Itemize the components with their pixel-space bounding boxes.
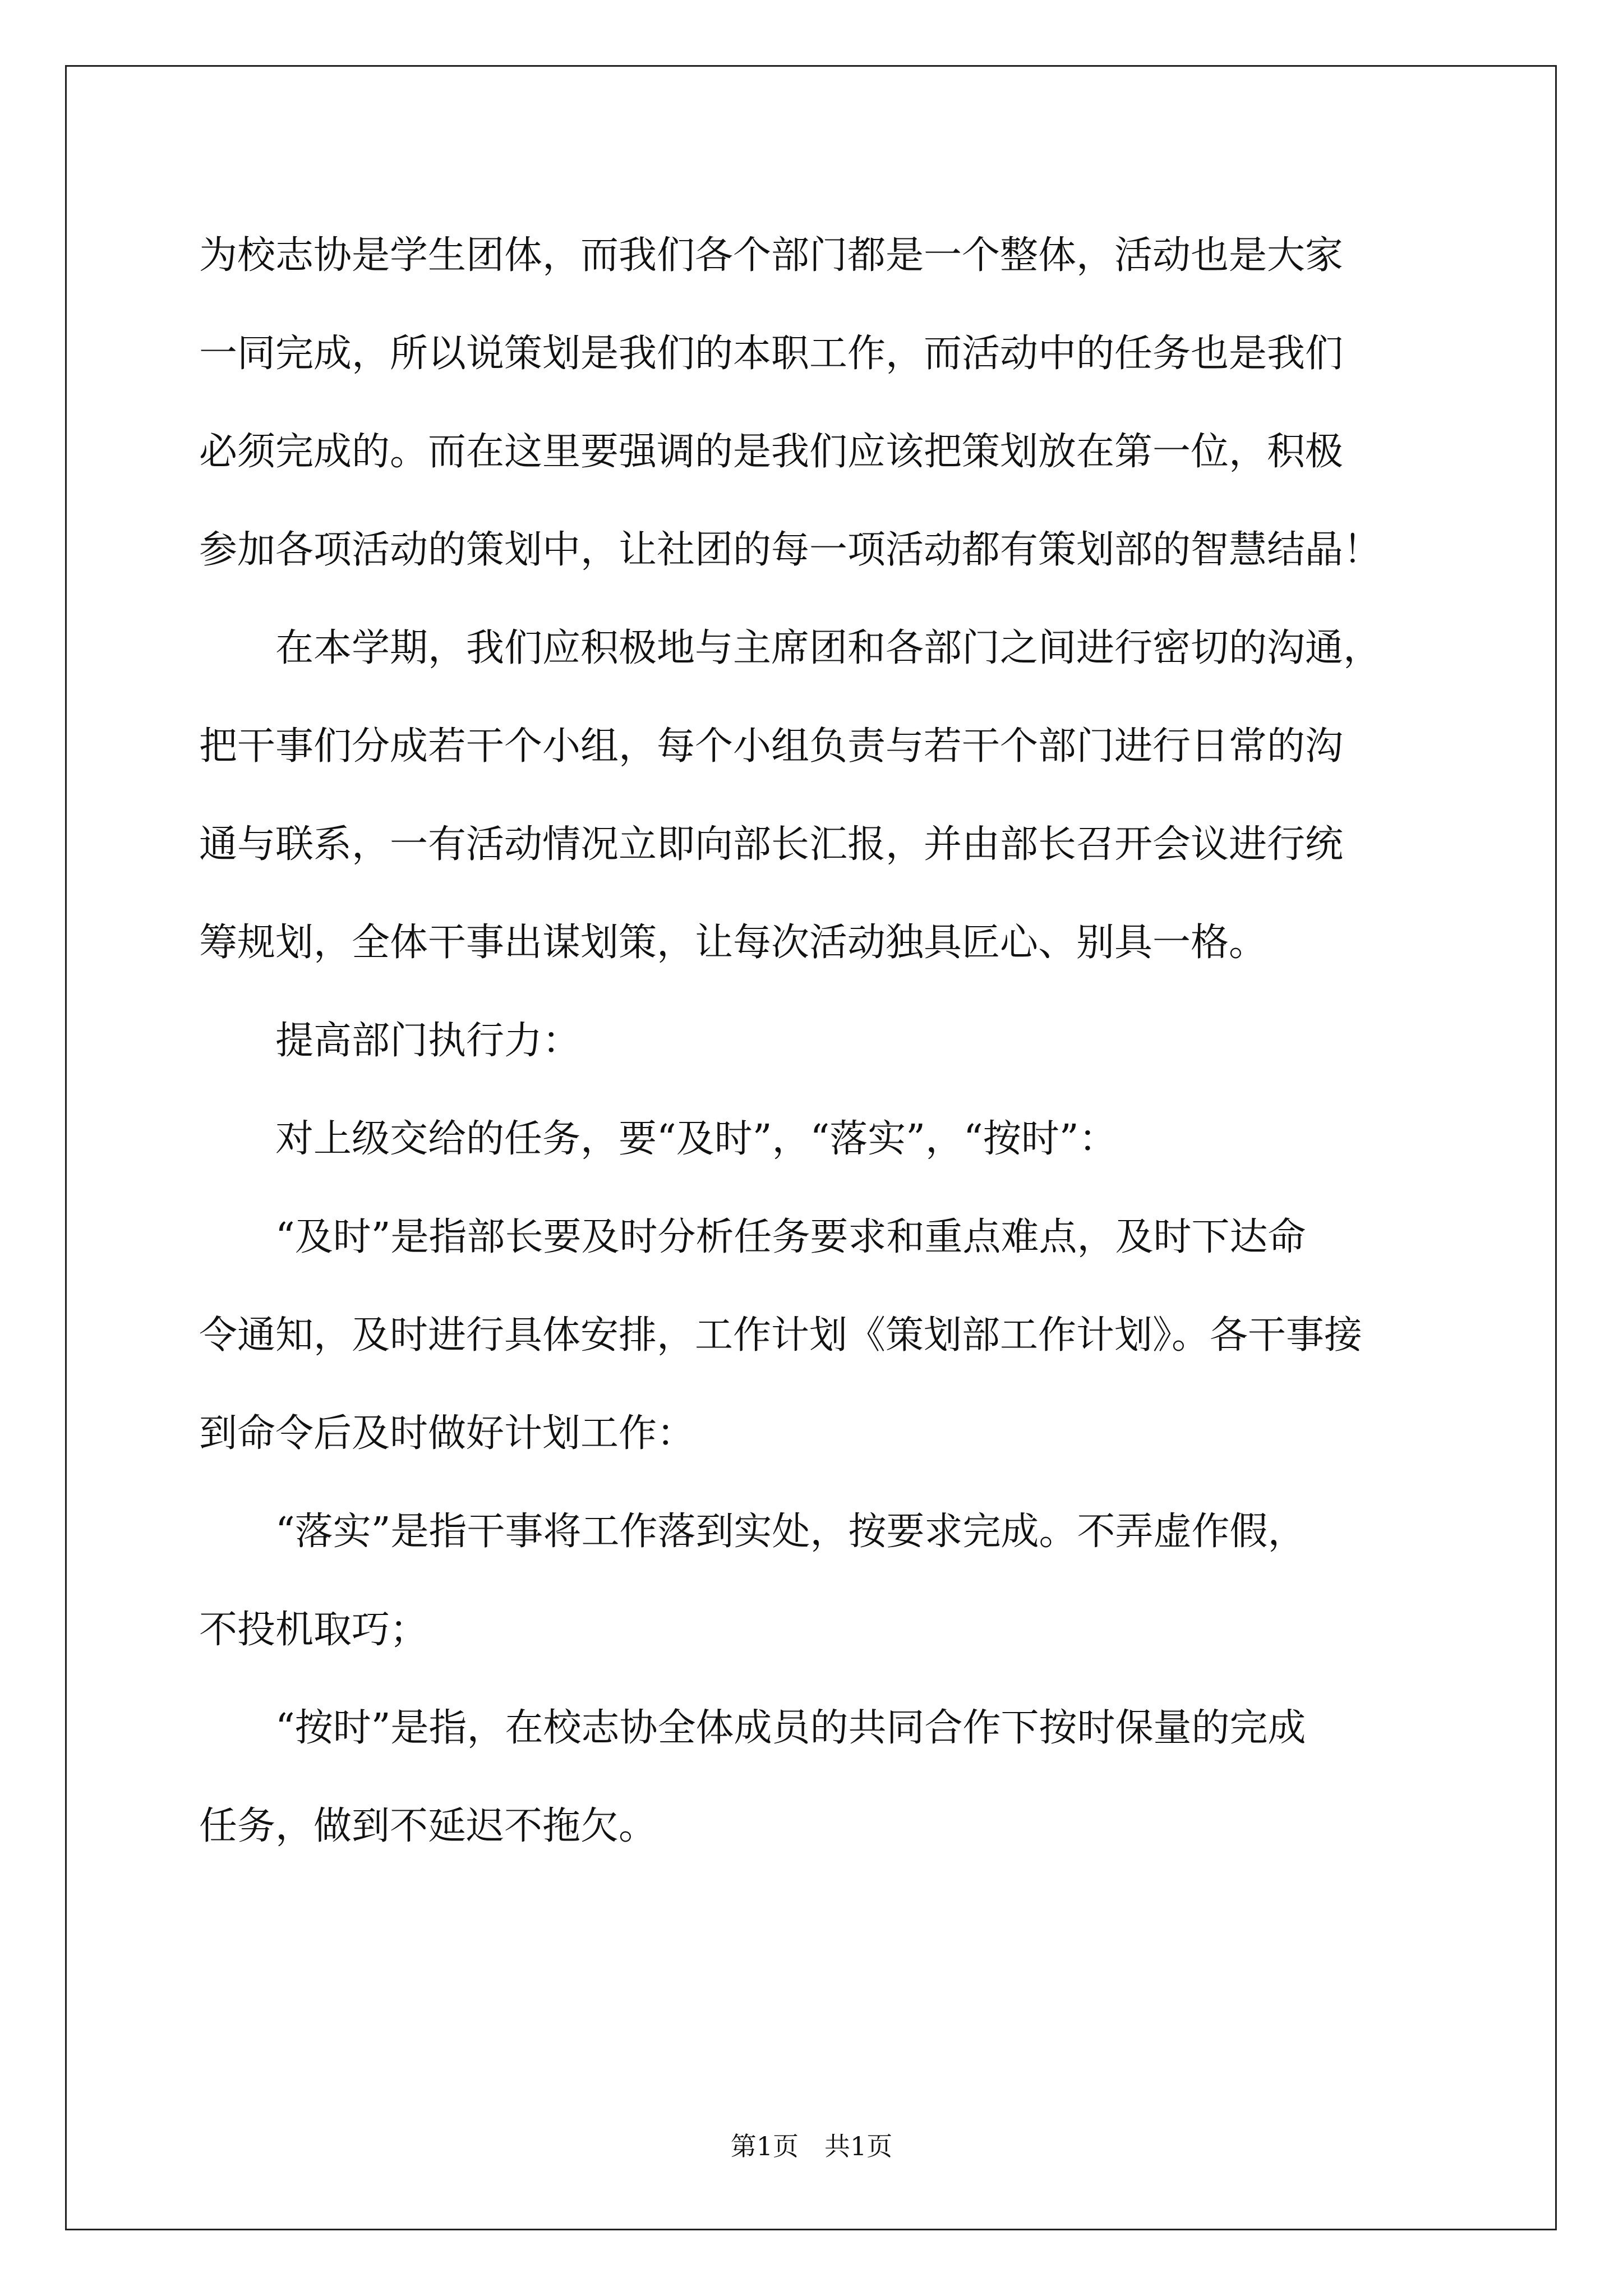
- text-line: “及时”是指部长要及时分析任务要求和重点难点，及时下达命: [275, 1215, 1306, 1259]
- text-line: 把干事们分成若干个小组，每个小组负责与若干个部门进行日常的沟: [199, 724, 1344, 769]
- text-line: “落实”是指干事将工作落到实处，按要求完成。不弄虚作假，: [275, 1510, 1306, 1554]
- text-line: 到命令后及时做好计划工作：: [199, 1411, 695, 1456]
- text-line: 对上级交给的任务，要“及时”，“落实”，“按时”：: [275, 1117, 1117, 1161]
- page-footer: 第1页 共1页: [730, 2131, 893, 2161]
- text-line: 筹规划，全体干事出谋划策，让每次活动独具匠心、别具一格。: [199, 921, 1267, 965]
- text-line: 提高部门执行力：: [275, 1019, 581, 1063]
- text-line: “按时”是指，在校志协全体成员的共同合作下按时保量的完成: [275, 1706, 1306, 1750]
- document-body: [199, 206, 1433, 1875]
- text-line: 必须完成的。而在这里要强调的是我们应该把策划放在第一位，积极: [199, 430, 1344, 474]
- text-line: 任务，做到不延迟不拖欠。: [199, 1804, 657, 1848]
- text-line: 在本学期，我们应积极地与主席团和各部门之间进行密切的沟通，: [275, 626, 1382, 670]
- text-line: 为校志协是学生团体，而我们各个部门都是一个整体，活动也是大家: [199, 233, 1344, 278]
- text-line: 不投机取巧；: [199, 1608, 428, 1652]
- text-line: 通与联系，一有活动情况立即向部长汇报，并由部长召开会议进行统: [199, 822, 1344, 867]
- text-line: 一同完成，所以说策划是我们的本职工作，而活动中的任务也是我们: [199, 332, 1344, 376]
- text-line: 参加各项活动的策划中，让社团的每一项活动都有策划部的智慧结晶！: [199, 528, 1382, 572]
- text-line: 令通知，及时进行具体安排，工作计划《策划部工作计划》。各干事接: [199, 1313, 1363, 1358]
